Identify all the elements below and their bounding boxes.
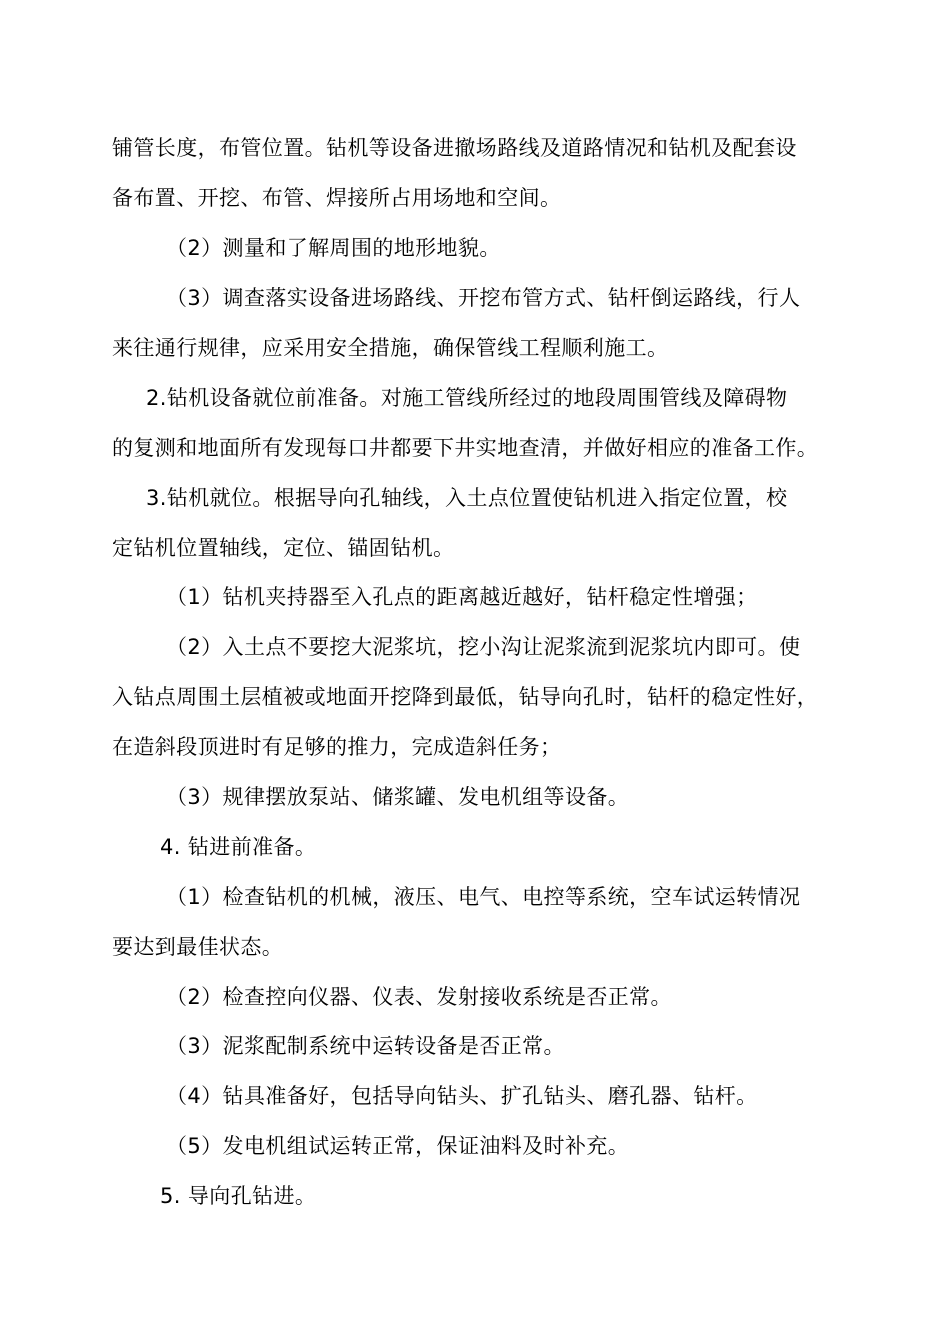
text-line: （4）钻具准备好，包括导向钻头、扩孔钻头、磨孔器、钻杆。: [166, 1084, 758, 1108]
text-line: （5）发电机组试运转正常，保证油料及时补充。: [166, 1134, 630, 1158]
text-line: （2）入土点不要挖大泥浆坑，挖小沟让泥浆流到泥浆坑内即可。使: [166, 635, 801, 659]
text-line: 定钻机位置轴线，定位、锚固钻机。: [112, 536, 455, 560]
text-line: 5. 导向孔钻进。: [160, 1184, 317, 1208]
text-line: （2）检查控向仪器、仪表、发射接收系统是否正常。: [166, 985, 672, 1009]
text-line: 的复测和地面所有发现每口井都要下井实地查清，并做好相应的准备工作。: [112, 436, 819, 460]
text-line: 2.钻机设备就位前准备。对施工管线所经过的地段周围管线及障碍物: [146, 386, 788, 410]
text-line: 备布置、开挖、布管、焊接所占用场地和空间。: [112, 186, 562, 210]
text-line: （1）检查钻机的机械，液压、电气、电控等系统，空车试运转情况: [166, 885, 801, 909]
text-line: 3.钻机就位。根据导向孔轴线，入土点位置使钻机进入指定位置，校: [146, 486, 788, 510]
text-line: （1）钻机夹持器至入孔点的距离越近越好，钻杆稳定性增强；: [166, 585, 758, 609]
text-line: 入钻点周围土层植被或地面开挖降到最低，钻导向孔时，钻杆的稳定性好，: [112, 685, 819, 709]
text-line: 要达到最佳状态。: [112, 935, 284, 959]
text-line: 铺管长度，布管位置。钻机等设备进撤场路线及道路情况和钻机及配套设: [112, 136, 797, 160]
text-line: （3）规律摆放泵站、储浆罐、发电机组等设备。: [166, 785, 630, 809]
text-line: （2）测量和了解周围的地形地貌。: [166, 236, 501, 260]
text-line: 在造斜段顶进时有足够的推力，完成造斜任务；: [112, 735, 562, 759]
text-line: 来往通行规律，应采用安全措施，确保管线工程顺利施工。: [112, 336, 669, 360]
text-line: （3）泥浆配制系统中运转设备是否正常。: [166, 1034, 565, 1058]
text-line: （3）调查落实设备进场路线、开挖布管方式、钻杆倒运路线，行人: [166, 286, 801, 310]
text-line: 4. 钻进前准备。: [160, 835, 317, 859]
